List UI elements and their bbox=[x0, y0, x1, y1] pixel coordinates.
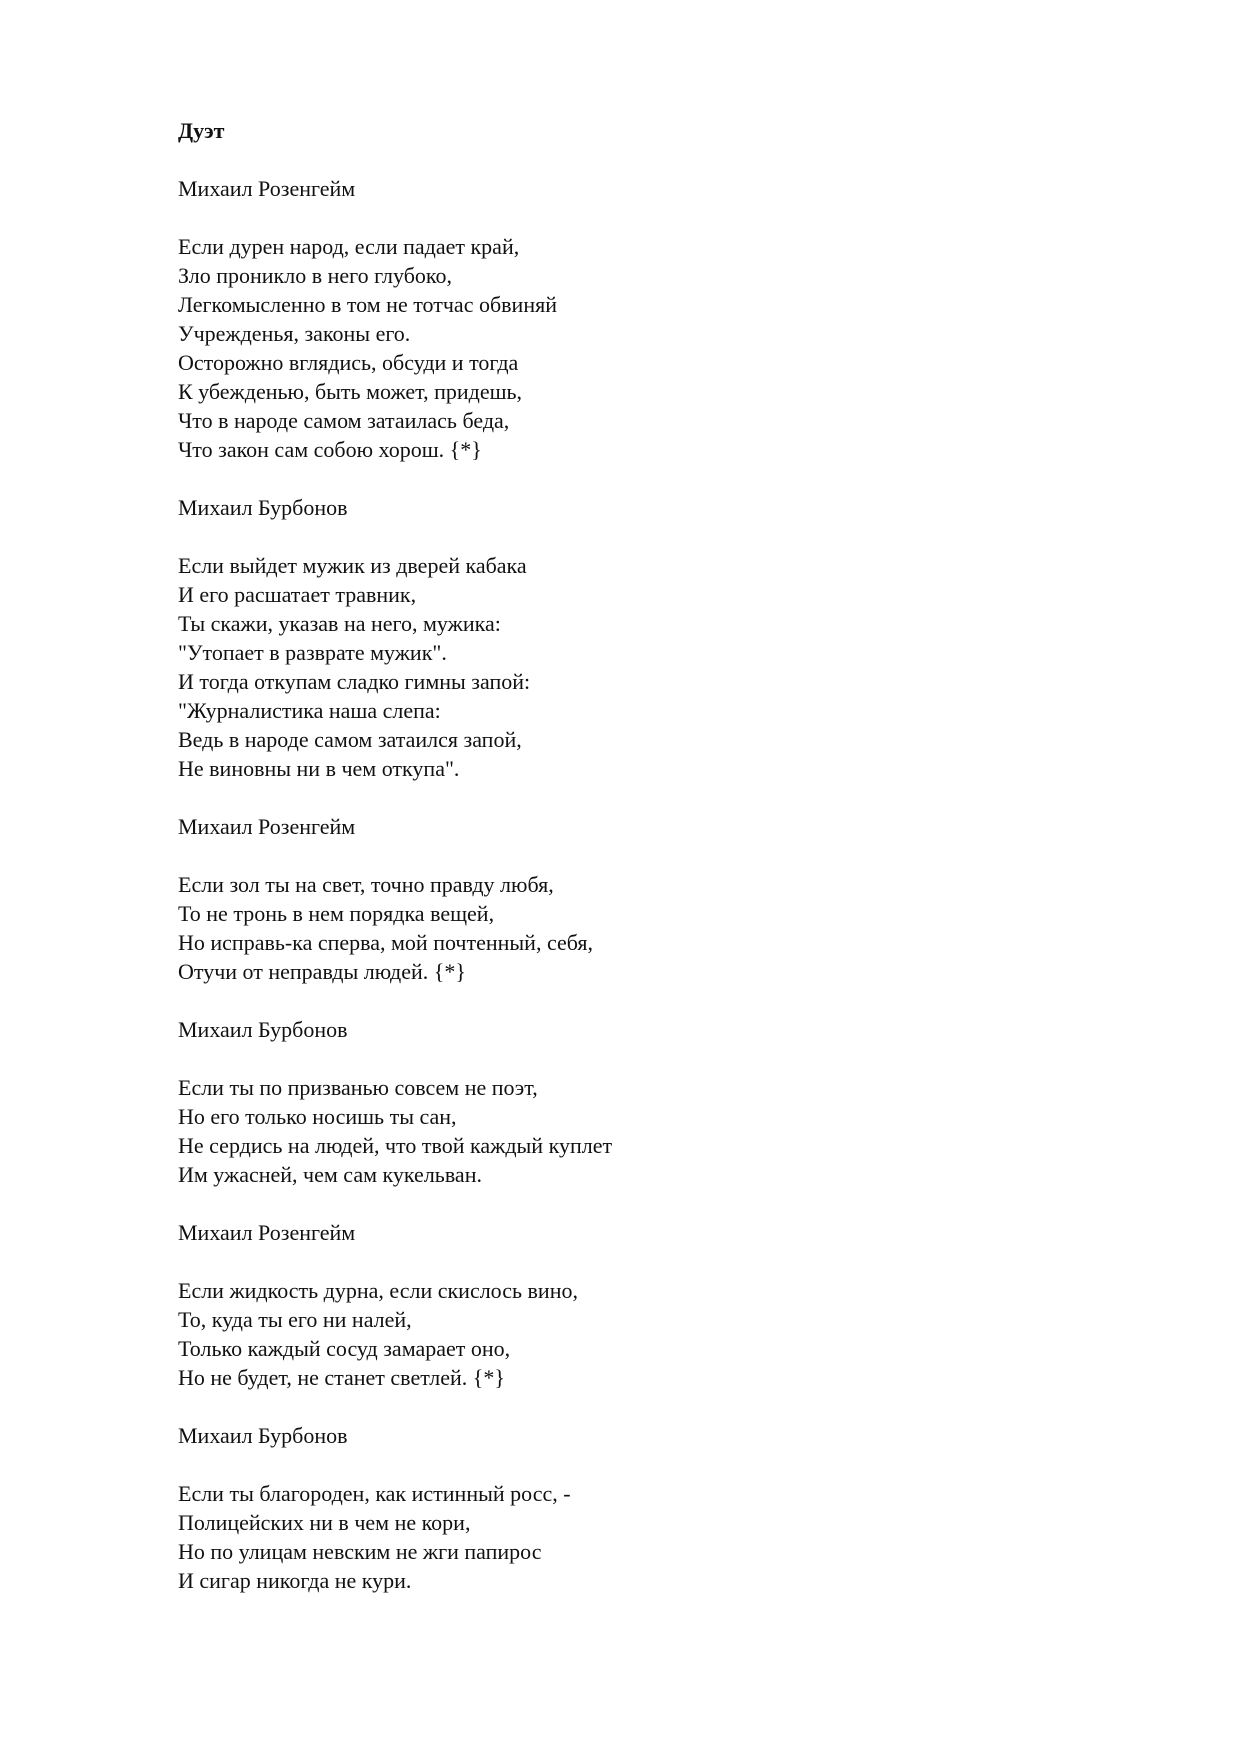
verse-line: Но его только носишь ты сан, bbox=[178, 1104, 457, 1129]
poem-title: Дуэт bbox=[178, 118, 225, 143]
speaker-name: Михаил Розенгейм bbox=[178, 1220, 356, 1245]
verse-line: Но исправь-ка сперва, мой почтенный, себя, bbox=[178, 930, 594, 955]
verse-line: "Журналистика наша слепа: bbox=[178, 698, 441, 723]
verse-line: Ты скажи, указав на него, мужика: bbox=[178, 611, 501, 636]
speaker-name: Михаил Бурбонов bbox=[178, 1017, 348, 1042]
stanza bbox=[178, 232, 1178, 464]
verse-line: Полицейских ни в чем не кори, bbox=[178, 1510, 471, 1535]
verse-line: И его расшатает травник, bbox=[178, 582, 417, 607]
verse-line: Учрежденья, законы его. bbox=[178, 321, 411, 346]
speaker-name: Михаил Бурбонов bbox=[178, 1423, 348, 1448]
verse-line: "Утопает в разврате мужик". bbox=[178, 640, 447, 665]
verse-line: Им ужасней, чем сам кукельван. bbox=[178, 1162, 482, 1187]
verse-line: Если зол ты на свет, точно правду любя, bbox=[178, 872, 554, 897]
poem-section bbox=[178, 1015, 1178, 1189]
verse-line: Но не будет, не станет светлей. {*} bbox=[178, 1365, 505, 1390]
speaker-name: Михаил Розенгейм bbox=[178, 176, 356, 201]
stanza bbox=[178, 1276, 1178, 1392]
speaker-name: Михаил Розенгейм bbox=[178, 814, 356, 839]
verse-line: Не виновны ни в чем откупа". bbox=[178, 756, 460, 781]
verse-line: Если дурен народ, если падает край, bbox=[178, 234, 520, 259]
verse-line: Только каждый сосуд замарает оно, bbox=[178, 1336, 511, 1361]
poem-section bbox=[178, 1421, 1178, 1595]
verse-line: И тогда откупам сладко гимны запой: bbox=[178, 669, 531, 694]
poem-section bbox=[178, 1218, 1178, 1392]
verse-line: И сигар никогда не кури. bbox=[178, 1568, 412, 1593]
stanza bbox=[178, 551, 1178, 783]
verse-line: Но по улицам невским не жги папирос bbox=[178, 1539, 542, 1564]
verse-line: Если выйдет мужик из дверей кабака bbox=[178, 553, 527, 578]
speaker-name: Михаил Бурбонов bbox=[178, 495, 348, 520]
verse-line: Отучи от неправды людей. {*} bbox=[178, 959, 466, 984]
verse-line: Что в народе самом затаилась беда, bbox=[178, 408, 510, 433]
verse-line: К убежденью, быть может, придешь, bbox=[178, 379, 523, 404]
poem-section bbox=[178, 812, 1178, 986]
stanza bbox=[178, 1073, 1178, 1189]
verse-line: Не сердись на людей, что твой каждый куплет bbox=[178, 1133, 613, 1158]
verse-line: Осторожно вглядись, обсуди и тогда bbox=[178, 350, 519, 375]
stanza bbox=[178, 870, 1178, 986]
poem-section bbox=[178, 493, 1178, 783]
verse-line: Легкомысленно в том не тотчас обвиняй bbox=[178, 292, 557, 317]
stanza bbox=[178, 1479, 1178, 1595]
verse-line: Если ты благороден, как истинный росс, - bbox=[178, 1481, 571, 1506]
verse-line: То, куда ты его ни налей, bbox=[178, 1307, 412, 1332]
verse-line: Ведь в народе самом затаился запой, bbox=[178, 727, 522, 752]
verse-line: Если жидкость дурна, если скислось вино, bbox=[178, 1278, 578, 1303]
verse-line: Зло проникло в него глубоко, bbox=[178, 263, 452, 288]
verse-line: Что закон сам собою хорош. {*} bbox=[178, 437, 482, 462]
poem-section bbox=[178, 174, 1178, 464]
document-page bbox=[178, 116, 1178, 1624]
verse-line: То не тронь в нем порядка вещей, bbox=[178, 901, 495, 926]
verse-line: Если ты по призванью совсем не поэт, bbox=[178, 1075, 538, 1100]
